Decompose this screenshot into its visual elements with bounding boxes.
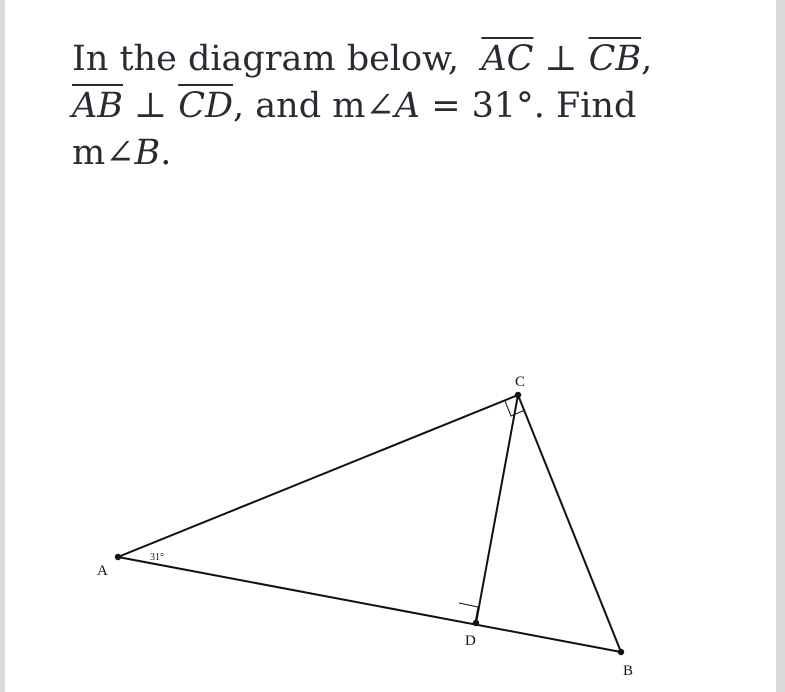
problem-intro: In the diagram below, xyxy=(72,39,460,79)
label-d: D xyxy=(465,633,476,649)
label-b: B xyxy=(623,663,634,679)
perpendicular-symbol-2: ⊥ xyxy=(134,86,168,126)
segment-ab-line xyxy=(118,557,621,652)
ask-period: . xyxy=(160,133,172,173)
label-c: C xyxy=(515,374,526,390)
point-a-dot xyxy=(115,554,121,560)
point-c-dot xyxy=(515,392,521,398)
angle-a-label: 31° xyxy=(150,552,164,563)
comma: , xyxy=(641,39,653,79)
and-text: , and m∠ xyxy=(233,86,395,126)
angle-a-name: A xyxy=(394,86,421,126)
ask-prefix: m∠ xyxy=(72,133,135,173)
angle-b-name: B xyxy=(134,133,161,173)
point-d-dot xyxy=(473,620,479,626)
segment-cb: $\overline{CB}$ xyxy=(588,39,642,79)
segment-ac-line xyxy=(118,395,518,557)
segment-ac: $\overline{AC}$ xyxy=(481,39,534,79)
label-a: A xyxy=(97,563,108,579)
segment-ab: $\overline{AB}$ xyxy=(72,86,123,126)
angle-value: = 31° xyxy=(431,86,534,126)
point-b-dot xyxy=(618,649,624,655)
segment-cd-line xyxy=(476,395,518,623)
segment-cb-line xyxy=(518,395,621,652)
find-text: . Find xyxy=(533,86,637,126)
perpendicular-symbol: ⊥ xyxy=(544,39,578,79)
segment-cd: $\overline{CD}$ xyxy=(178,86,234,126)
